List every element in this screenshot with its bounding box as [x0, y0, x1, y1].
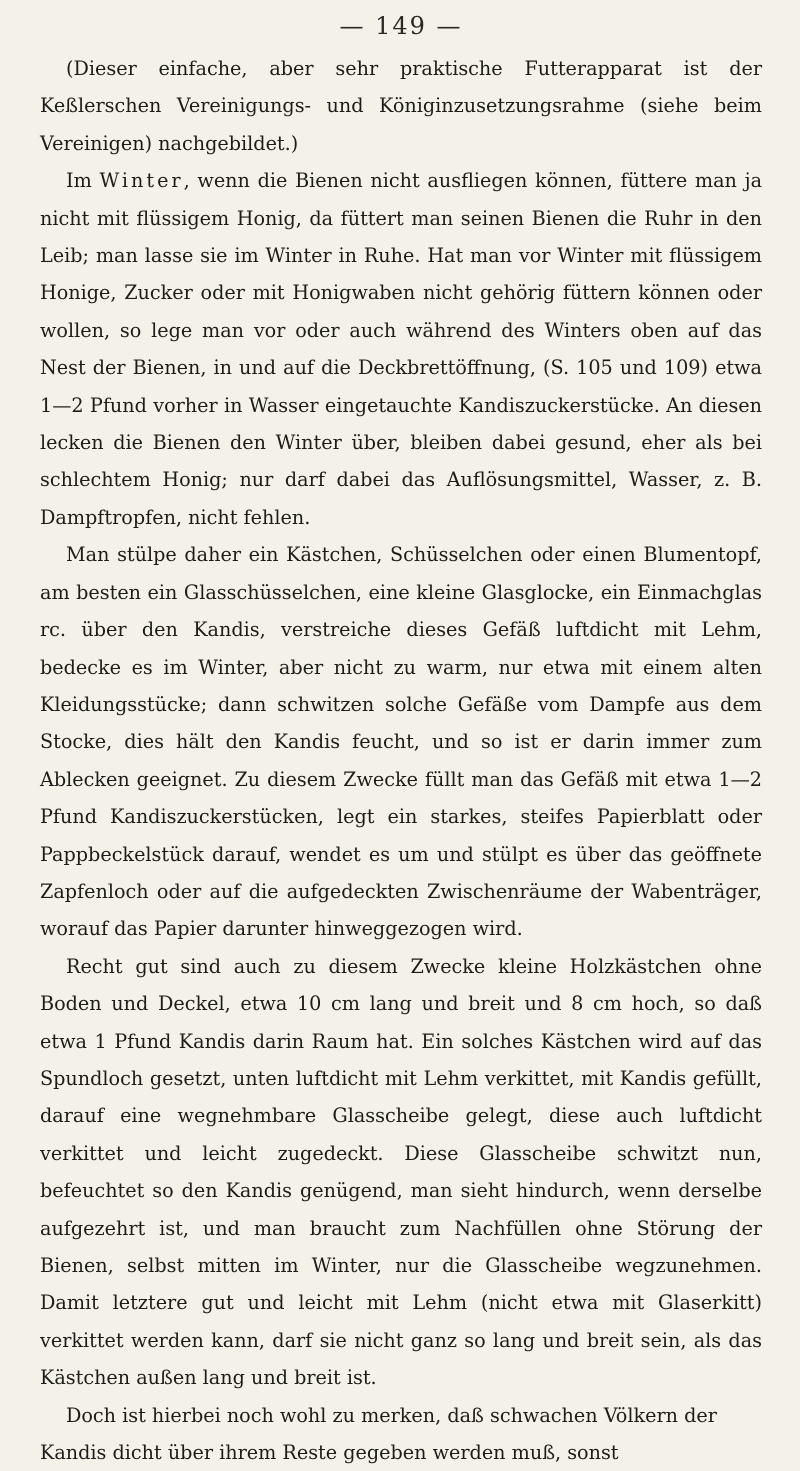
page-number: — 149 —: [339, 12, 463, 40]
paragraph-2-lead: Im: [66, 169, 100, 193]
paragraph-2-emphasis: Winter: [99, 169, 184, 193]
paragraph-1: (Dieser einfache, aber sehr praktische Futterapparat ist der Keßlerschen Vereinigungs- und Königinzusetzungsrahme (siehe beim Vereinigen) nachgebildet.): [40, 57, 762, 155]
paragraph-5: Doch ist hierbei noch wohl zu merken, daß schwachen Völkern der Kandis dicht über ihrem Reste gegeben werden muß, sonst: [40, 1403, 717, 1465]
paragraph-2: [40, 162, 762, 536]
paragraph-2-text: , wenn die Bienen nicht ausfliegen können, füttere man ja nicht mit flüssigem Honig, da füttert man seinen Bienen die Ruhr in den Leib; man lasse sie im Winter in Ruhe. Hat man vor Winter mit flüssigem Honige, Zucker oder mit Honigwaben nicht gehörig füttern können oder wollen, so lege man vor oder auch während des Winters oben auf das Nest der Bienen, in und auf die Deckbrettöffnung, (S. 105 und 109) etwa 1—2 Pfund vorher in Wasser eingetauchte Kandiszuckerstücke. An diesen lecken die Bienen den Winter über, bleiben dabei gesund, eher als bei schlechtem Honig; nur darf dabei das Auflösungsmittel, Wasser, z. B. Dampftropfen, nicht fehlen.: [40, 169, 763, 529]
paragraph-3: Man stülpe daher ein Kästchen, Schüsselchen oder einen Blumentopf, am besten ein Glasschüsselchen, eine kleine Glasglocke, ein Einmachglas rc. über den Kandis, verstreiche dieses Gefäß luftdicht mit Lehm, bedecke es im Winter, aber nicht zu warm, nur etwa mit einem alten Kleidungsstücke; dann schwitzen solche Gefäße vom Dampfe aus dem Stocke, dies hält den Kandis feucht, und so ist er darin immer zum Ablecken geeignet. Zu diesem Zwecke füllt man das Gefäß mit etwa 1—2 Pfund Kandiszuckerstücken, legt ein starkes, steifes Papierblatt oder Pappbeckelstück darauf, wendet es um und stülpt es über das geöffnete Zapfenloch oder auf die aufgedeckten Zwischenräume der Wabenträger, worauf das Papier darunter hinweggezogen wird.: [40, 543, 762, 941]
body-text: [40, 50, 762, 1471]
paragraph-4: Recht gut sind auch zu diesem Zwecke kleine Holzkästchen ohne Boden und Deckel, etwa 10 cm lang und breit und 8 cm hoch, so daß etwa 1 Pfund Kandis darin Raum hat. Ein solches Kästchen wird auf das Spundloch gesetzt, unten luftdicht mit Lehm verkittet, mit Kandis gefüllt, darauf eine wegnehmbare Glasscheibe gelegt, diese auch luftdicht verkittet und leicht zugedeckt. Diese Glasscheibe schwitzt nun, befeuchtet so den Kandis genügend, man sieht hindurch, wenn derselbe aufgezehrt ist, und man braucht zum Nachfüllen ohne Störung der Bienen, selbst mitten im Winter, nur die Glasscheibe wegzunehmen. Damit letztere gut und leicht mit Lehm (nicht etwa mit Glaserkitt) verkittet werden kann, darf sie nicht ganz so lang und breit sein, als das Kästchen außen lang und breit ist.: [40, 954, 762, 1390]
